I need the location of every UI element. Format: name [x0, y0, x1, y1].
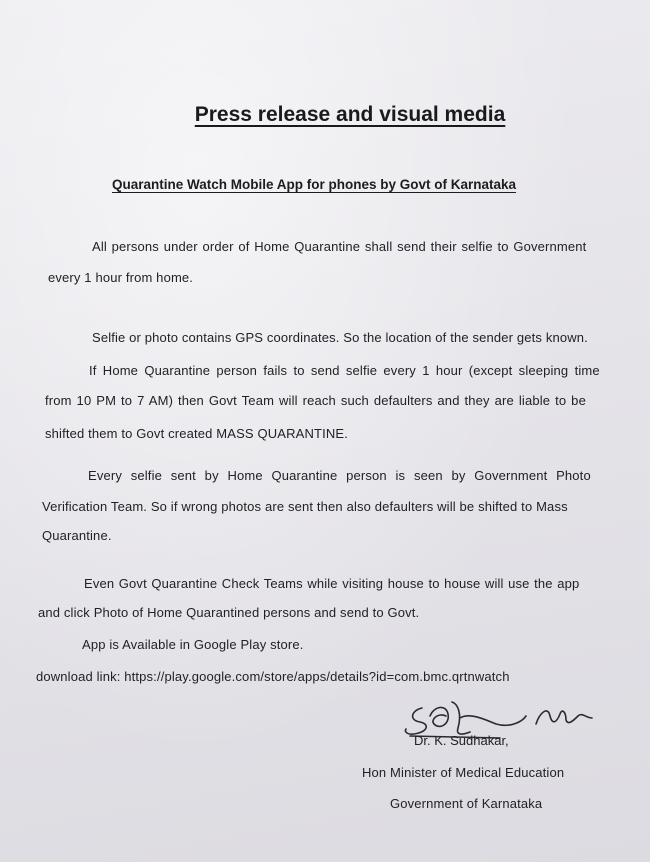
paragraph-line: Quarantine. — [42, 528, 112, 543]
download-link-line: download link: https://play.google.com/store/apps/details?id=com.bmc.qrtnwatch — [36, 669, 510, 684]
paragraph-line: Every selfie sent by Home Quarantine person is seen by Government Photo — [88, 468, 591, 483]
page-title: Press release and visual media — [194, 103, 506, 126]
paragraph-line: shifted them to Govt created MASS QUARANTINE. — [45, 426, 348, 441]
signatory-organization: Government of Karnataka — [390, 796, 543, 811]
paragraph-line: Even Govt Quarantine Check Teams while visiting house to house will use the app — [84, 576, 580, 591]
paragraph-line: All persons under order of Home Quarantine shall send their selfie to Government — [92, 239, 587, 254]
paragraph-line: Selfie or photo contains GPS coordinates. So the location of the sender gets known. — [92, 330, 588, 345]
paragraph-line: App is Available in Google Play store. — [82, 637, 304, 652]
signatory-designation: Hon Minister of Medical Education — [362, 765, 565, 780]
signatory-name: Dr. K. Sudhakar, — [414, 733, 509, 748]
document-subtitle: Quarantine Watch Mobile App for phones by Govt of Karnataka — [112, 177, 517, 192]
paragraph-line: and click Photo of Home Quarantined persons and send to Govt. — [38, 605, 420, 620]
paragraph-line: If Home Quarantine person fails to send selfie every 1 hour (except sleeping time — [89, 363, 600, 378]
paragraph-line: from 10 PM to 7 AM) then Govt Team will reach such defaulters and they are liable to be — [45, 393, 586, 408]
paragraph-line: Verification Team. So if wrong photos are sent then also defaulters will be shifted to Mass — [42, 499, 568, 514]
paragraph-line: every 1 hour from home. — [48, 270, 194, 285]
